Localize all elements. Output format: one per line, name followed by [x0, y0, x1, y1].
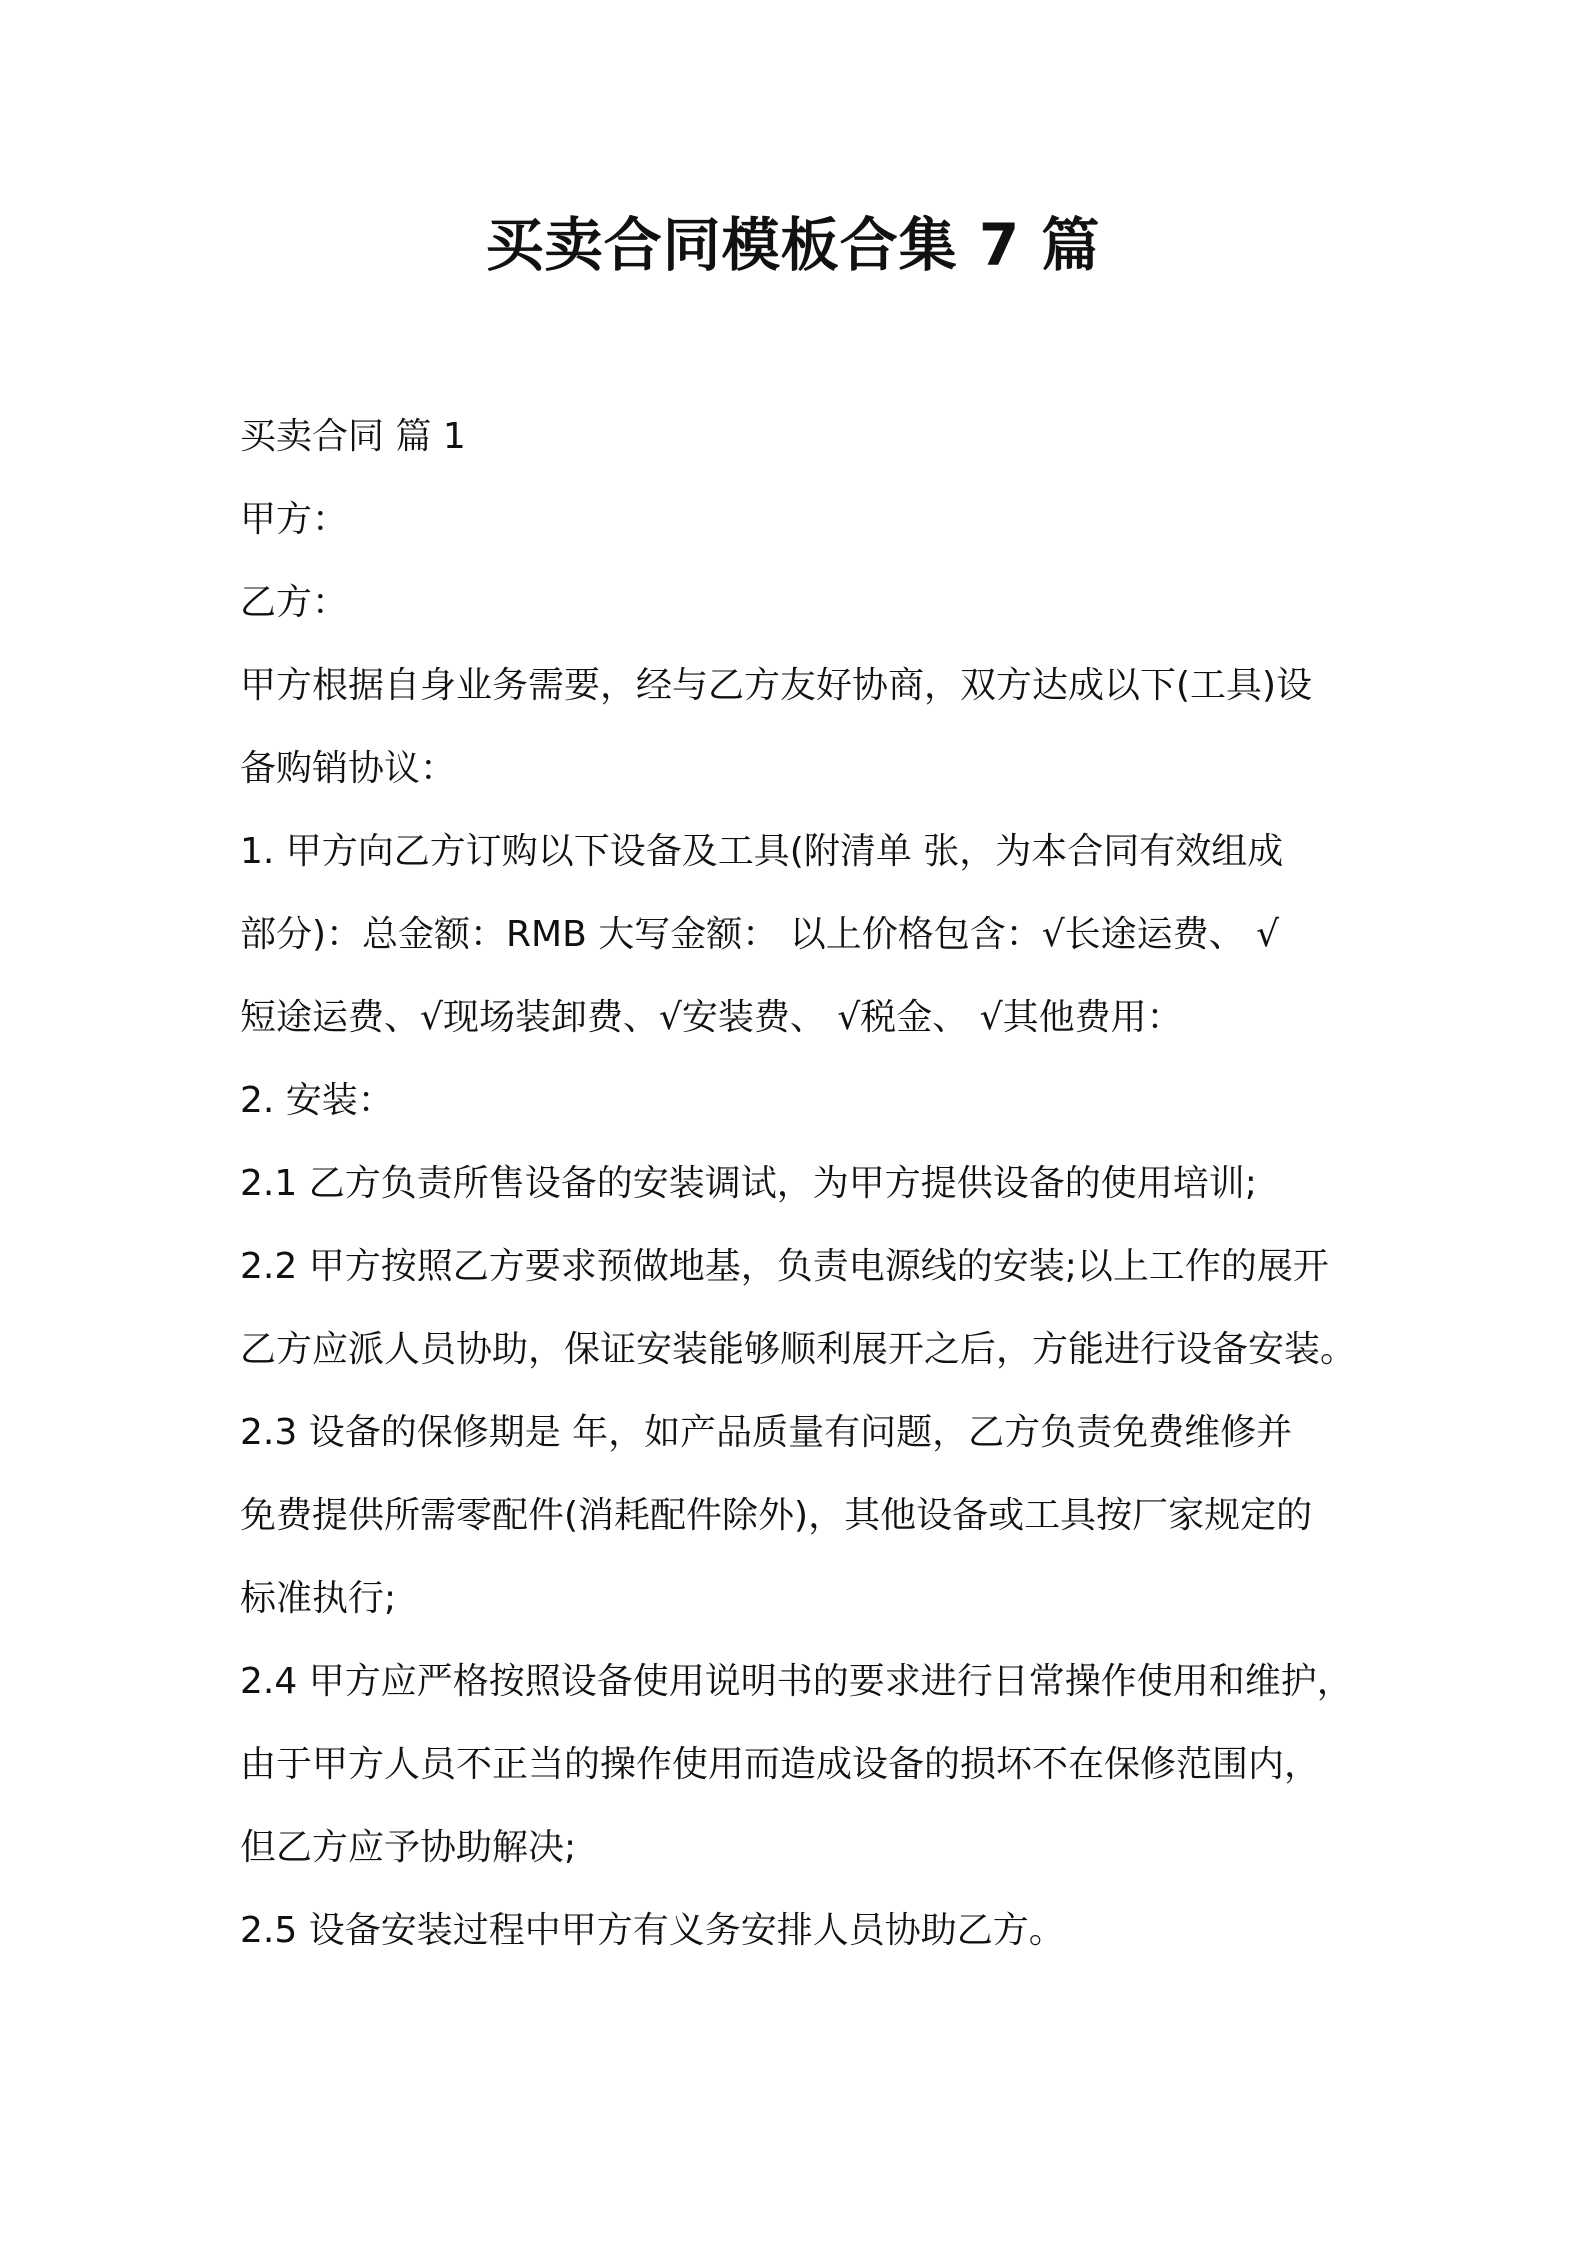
clause-2-4-line: 但乙方应予协助解决;	[240, 1827, 577, 1868]
clause-1-line: 短途运费、√现场装卸费、√安装费、 √税金、 √其他费用：	[240, 997, 1183, 1038]
document-body	[240, 395, 1360, 1972]
paragraph-line: 甲方根据自身业务需要，经与乙方友好协商，双方达成以下(工具)设	[240, 665, 1313, 706]
clause-2-2-line: 2.2 甲方按照乙方要求预做地基，负责电源线的安装;以上工作的展开	[240, 1246, 1329, 1287]
clause-2-heading: 2. 安装：	[240, 1080, 394, 1121]
clause-2-3-line: 2.3 设备的保修期是 年，如产品质量有问题，乙方负责免费维修并	[240, 1412, 1293, 1453]
clause-2-2-line: 乙方应派人员协助，保证安装能够顺利展开之后，方能进行设备安装。	[240, 1329, 1357, 1370]
clause-2-3-line: 标准执行;	[240, 1578, 397, 1619]
clause-2-4-line: 2.4 甲方应严格按照设备使用说明书的要求进行日常操作使用和维护，	[240, 1661, 1353, 1702]
clause-1-line: 1. 甲方向乙方订购以下设备及工具(附清单 张，为本合同有效组成	[240, 831, 1284, 872]
party-a-line: 甲方：	[240, 499, 349, 540]
document-title: 买卖合同模板合集 7 篇	[485, 211, 1101, 279]
party-b-line: 乙方：	[240, 582, 349, 623]
paragraph-line: 备购销协议：	[240, 748, 457, 789]
section-heading: 买卖合同 篇 1	[240, 416, 466, 457]
clause-2-4-line: 由于甲方人员不正当的操作使用而造成设备的损坏不在保修范围内，	[240, 1744, 1321, 1785]
clause-2-5-line: 2.5 设备安装过程中甲方有义务安排人员协助乙方。	[240, 1910, 1065, 1951]
clause-1-line: 部分)：总金额：RMB 大写金额： 以上价格包含：√长途运费、 √	[240, 914, 1280, 955]
clause-2-3-line: 免费提供所需零配件(消耗配件除外)，其他设备或工具按厂家规定的	[240, 1495, 1313, 1536]
clause-2-1-line: 2.1 乙方负责所售设备的安装调试，为甲方提供设备的使用培训;	[240, 1163, 1257, 1204]
